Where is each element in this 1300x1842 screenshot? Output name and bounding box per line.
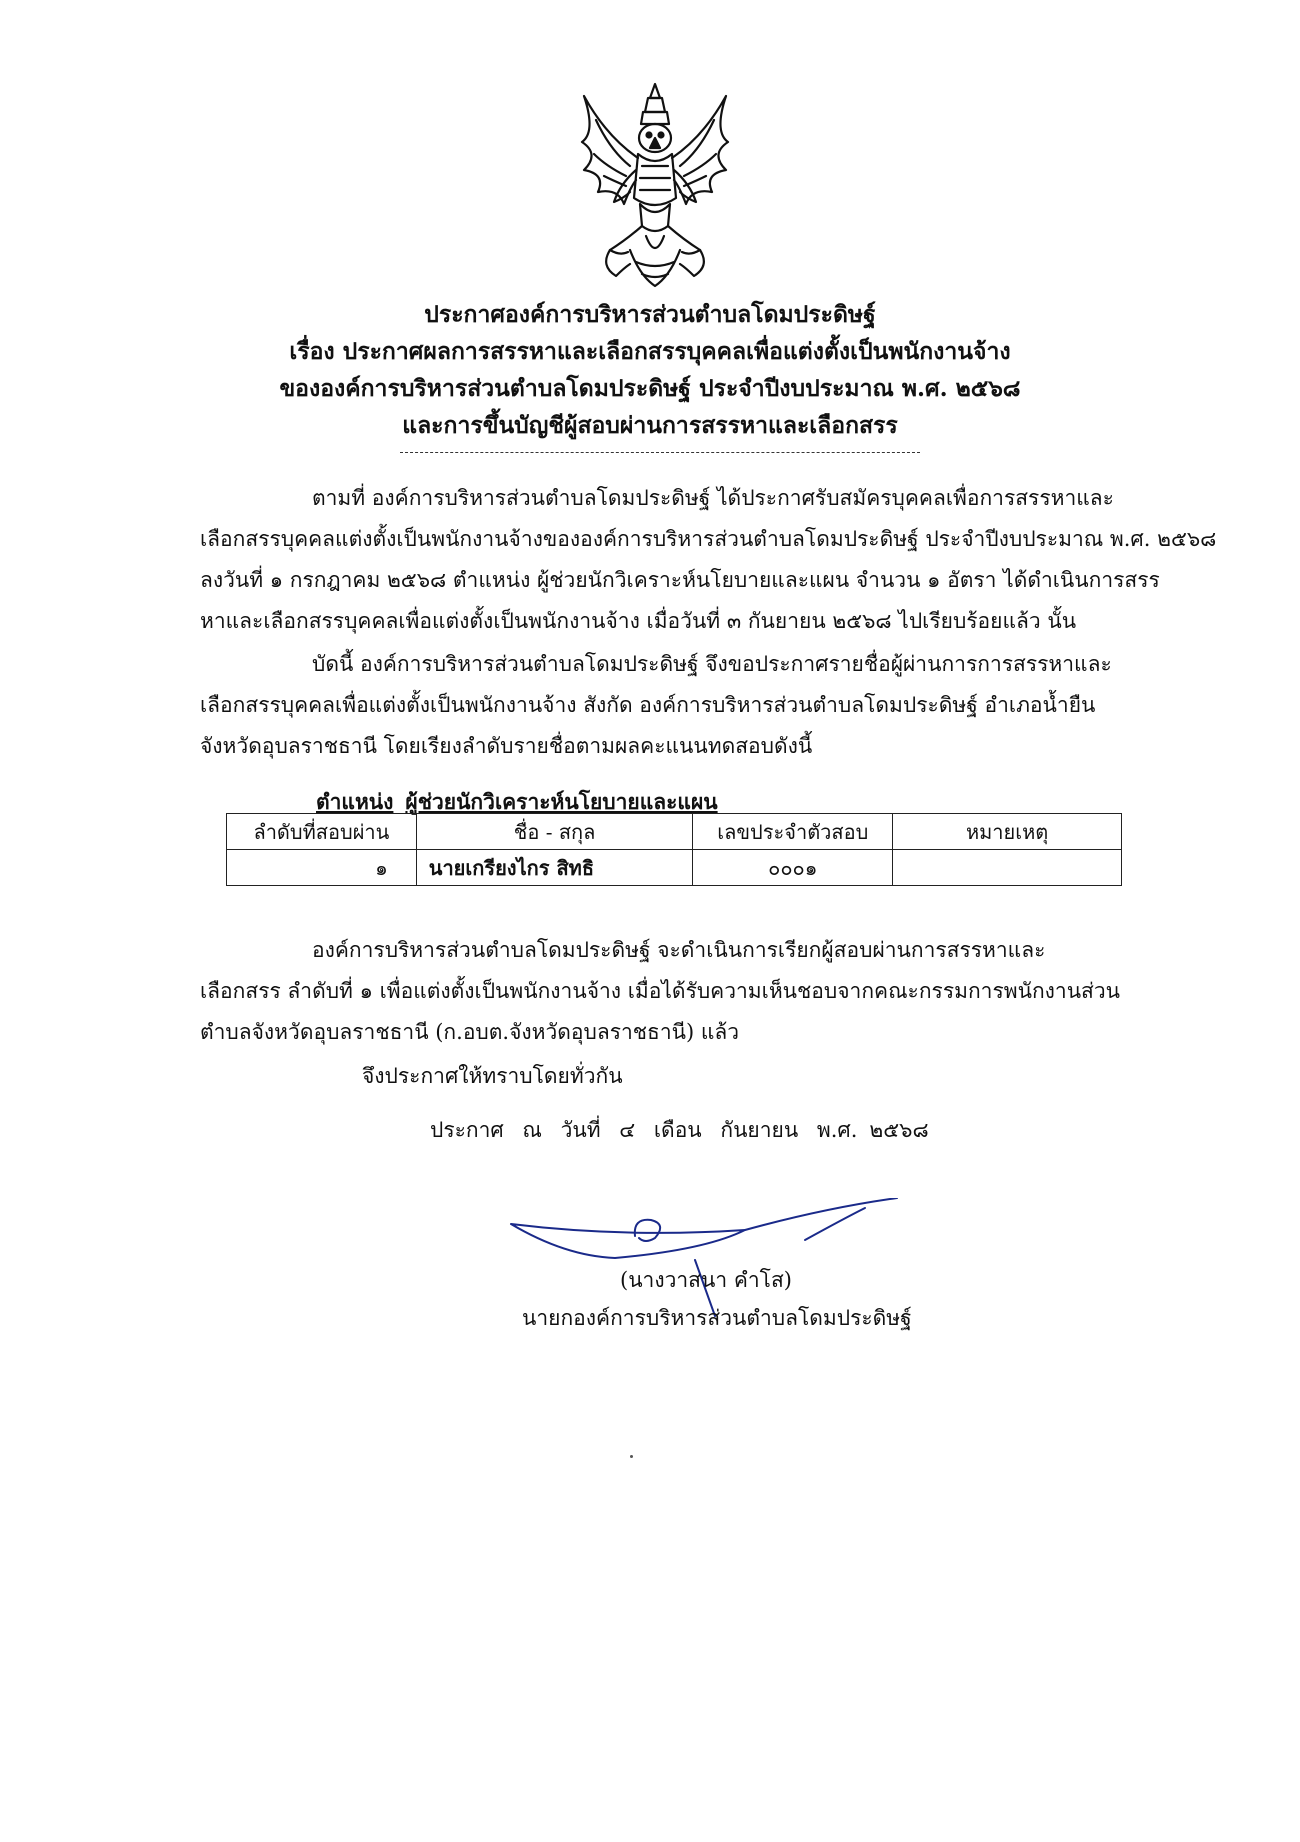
paragraph-2-line: เลือกสรรบุคคลเพื่อแต่งตั้งเป็นพนักงานจ้าง สังกัด องค์การบริหารส่วนตำบลโดมประดิษฐ์ อำเภอน้ำยืน <box>200 693 1096 717</box>
paragraph-3-line: องค์การบริหารส่วนตำบลโดมประดิษฐ์ จะดำเนินการเรียกผู้สอบผ่านการสรรหาและ <box>312 938 1046 962</box>
cell-name: นายเกรียงไกร สิทธิ <box>416 850 693 886</box>
paragraph-2-line: บัดนี้ องค์การบริหารส่วนตำบลโดมประดิษฐ์ จึงขอประกาศรายชื่อผู้ผ่านการการสรรหาและ <box>312 652 1112 676</box>
date-year-label: พ.ศ. <box>816 1118 858 1142</box>
header-line-1: ประกาศองค์การบริหารส่วนตำบลโดมประดิษฐ์ <box>424 301 876 328</box>
signer-name: (นางวาสนา คำโส) <box>620 1268 792 1292</box>
notify-line: จึงประกาศให้ทราบโดยทั่วกัน <box>362 1064 623 1088</box>
cell-exam-id: ๐๐๐๑ <box>693 850 893 886</box>
header-note: หมายเหตุ <box>893 814 1122 850</box>
paragraph-1-line: เลือกสรรบุคคลแต่งตั้งเป็นพนักงานจ้างขององค์การบริหารส่วนตำบลโดมประดิษฐ์ ประจำปีงบประมาณ พ.ศ. ๒๕๖๘ <box>200 527 1217 551</box>
paragraph-2 <box>200 644 1130 767</box>
results-table <box>226 813 1122 886</box>
header-name: ชื่อ - สกุล <box>416 814 693 850</box>
position-name: ผู้ช่วยนักวิเคราะห์นโยบายและแผน <box>405 789 718 814</box>
paragraph-1-line: ตามที่ องค์การบริหารส่วนตำบลโดมประดิษฐ์ ได้ประกาศรับสมัครบุคคลเพื่อการสรรหาและ <box>312 486 1114 510</box>
date-year: ๒๕๖๘ <box>869 1118 929 1142</box>
paragraph-1-line: ลงวันที่ ๑ กรกฎาคม ๒๕๖๘ ตำแหน่ง ผู้ช่วยนักวิเคราะห์นโยบายและแผน จำนวน ๑ อัตรา ได้ดำเนินการสรร <box>200 568 1160 592</box>
announcement-date <box>430 1114 941 1147</box>
header-rank: ลำดับที่สอบผ่าน <box>227 814 417 850</box>
signature-icon <box>505 1198 905 1318</box>
date-day: ๔ <box>619 1118 636 1142</box>
date-at: ณ <box>522 1118 542 1142</box>
table-header-row <box>227 814 1122 850</box>
scan-speck <box>630 1455 633 1458</box>
header-line-4: และการขึ้นบัญชีผู้สอบผ่านการสรรหาและเลือกสรร <box>402 412 898 439</box>
date-prefix: ประกาศ <box>430 1118 504 1142</box>
paragraph-1 <box>200 478 1217 642</box>
position-label: ตำแหน่ง <box>316 789 394 814</box>
signer-title: นายกองค์การบริหารส่วนตำบลโดมประดิษฐ์ <box>522 1306 912 1330</box>
date-day-label: วันที่ <box>560 1118 601 1142</box>
paragraph-3-line: ตำบลจังหวัดอุบลราชธานี (ก.อบต.จังหวัดอุบลราชธานี) แล้ว <box>200 1020 740 1044</box>
garuda-emblem-icon <box>570 80 740 290</box>
announcement-header <box>0 296 1300 444</box>
header-line-2: เรื่อง ประกาศผลการสรรหาและเลือกสรรบุคคลเพื่อแต่งตั้งเป็นพนักงานจ้าง <box>289 338 1011 365</box>
date-month: กันยายน <box>720 1118 799 1142</box>
paragraph-3 <box>200 930 1130 1053</box>
table-row <box>227 850 1122 886</box>
paragraph-2-line: จังหวัดอุบลราชธานี โดยเรียงลำดับรายชื่อตามผลคะแนนทดสอบดังนี้ <box>200 734 813 758</box>
header-exam-id: เลขประจำตัวสอบ <box>693 814 893 850</box>
header-divider <box>400 452 920 453</box>
cell-rank: ๑ <box>227 850 417 886</box>
paragraph-1-line: หาและเลือกสรรบุคคลเพื่อแต่งตั้งเป็นพนักงานจ้าง เมื่อวันที่ ๓ กันยายน ๒๕๖๘ ไปเรียบร้อยแล้ว นั้น <box>200 609 1077 633</box>
header-line-3: ขององค์การบริหารส่วนตำบลโดมประดิษฐ์ ประจำปีงบประมาณ พ.ศ. ๒๕๖๘ <box>279 375 1021 402</box>
cell-note <box>893 850 1122 886</box>
date-month-label: เดือน <box>653 1118 702 1142</box>
paragraph-3-line: เลือกสรร ลำดับที่ ๑ เพื่อแต่งตั้งเป็นพนักงานจ้าง เมื่อได้รับความเห็นชอบจากคณะกรรมการพนักงานส่วน <box>200 979 1121 1003</box>
